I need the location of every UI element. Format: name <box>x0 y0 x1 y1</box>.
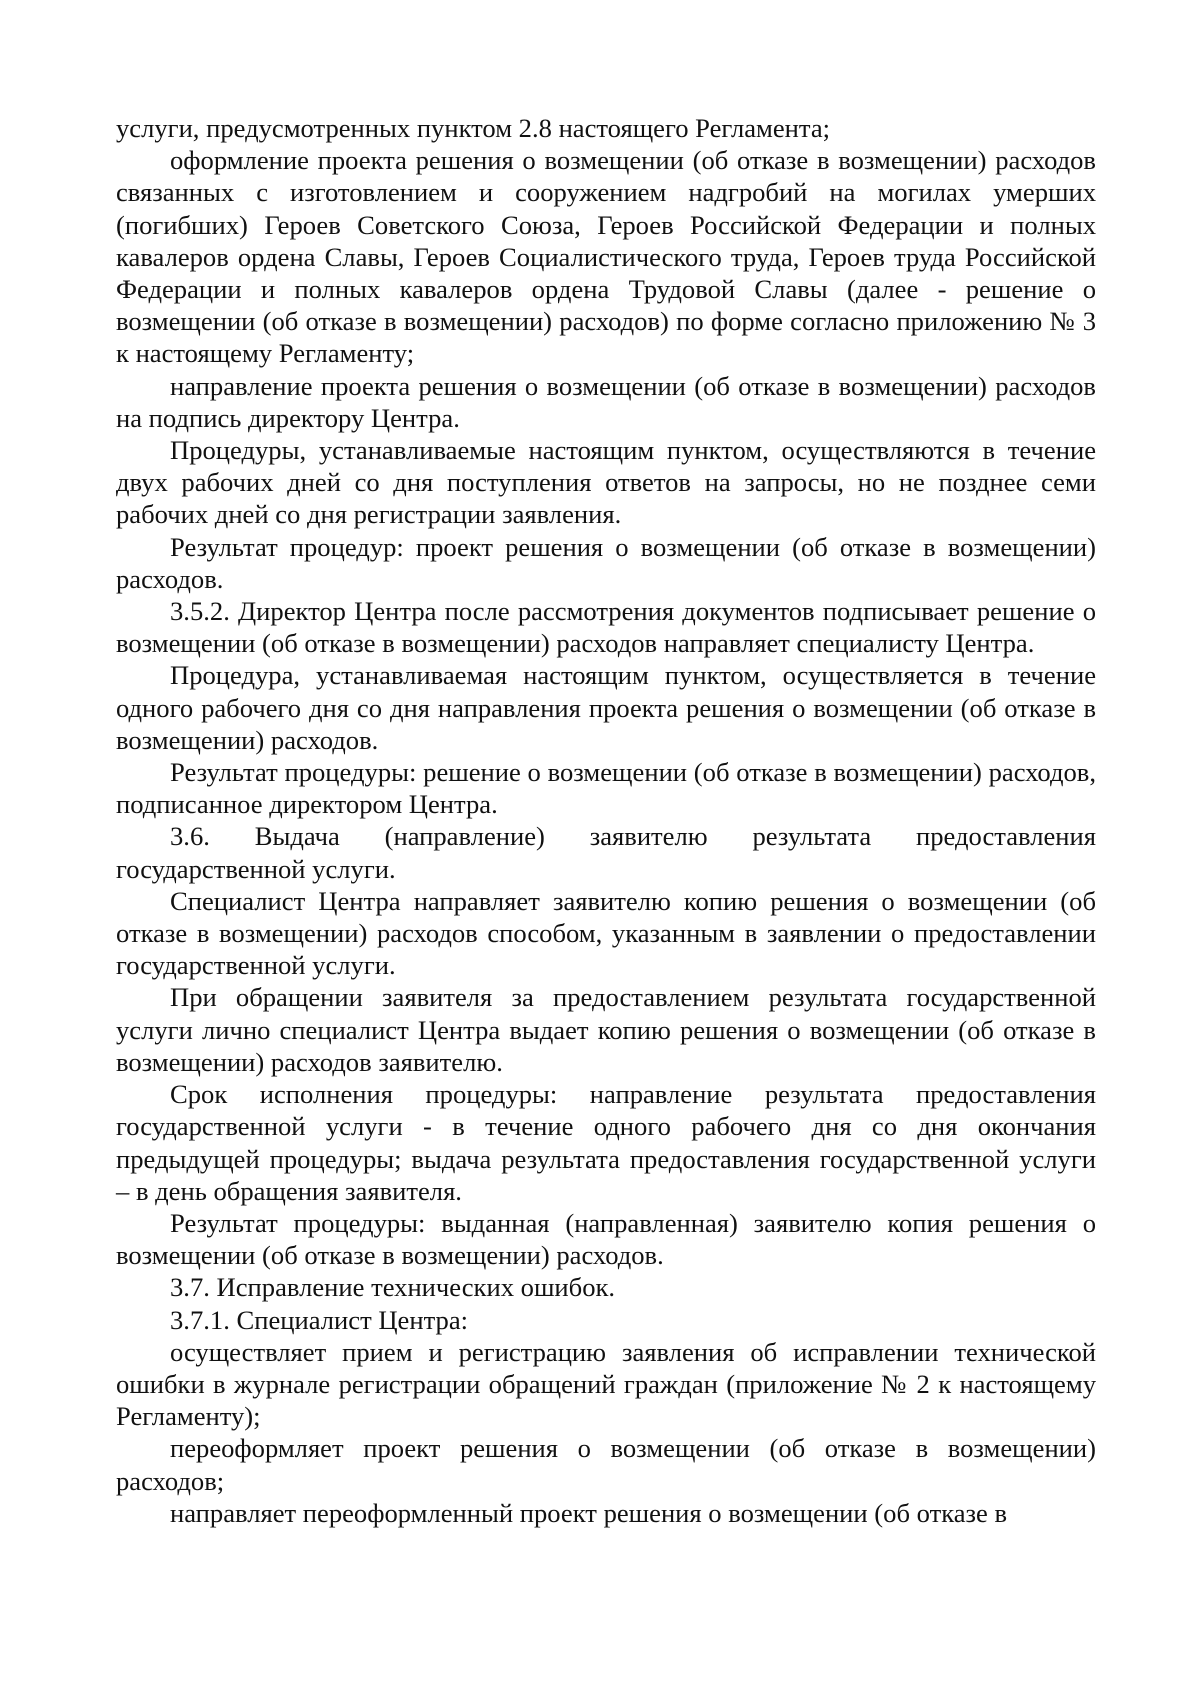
paragraph: направление проекта решения о возмещении (об отказе в возмещении) расходов на подпись директору Центра. <box>116 370 1096 433</box>
paragraph: 3.5.2. Директор Центра после рассмотрения документов подписывает решение о возмещении (об отказе в возмещении) расходов направляет специалисту Центра. <box>116 596 1096 659</box>
subsection-heading: 3.7.1. Специалист Центра: <box>170 1304 469 1335</box>
paragraph: Результат процедуры: выданная (направленная) заявителю копия решения о возмещении (об отказе в возмещении) расходов. <box>116 1207 1096 1271</box>
paragraph: Результат процедур: проект решения о возмещении (об отказе в возмещении) расходов. <box>116 531 1096 594</box>
document-body <box>116 112 1096 1529</box>
paragraph: осуществляет прием и регистрацию заявления об исправлении технической ошибки в журнале регистрации обращений граждан (приложение № 2 к настоящему Регламенту); <box>116 1336 1096 1432</box>
section-heading: 3.7. Исправление технических ошибок. <box>170 1272 616 1303</box>
paragraph-continuation: услуги, предусмотренных пунктом 2.8 настоящего Регламента; <box>116 113 831 143</box>
paragraph: оформление проекта решения о возмещении (об отказе в возмещении) расходов связанных с изготовлением и сооружением надгробий на могилах умерших (погибших) Героев Советского Союза, Героев Российской Федерации и полных кавалеров ордена Славы, Героев Социалистического труда, Героев труда Российской Федерации и полных кавалеров ордена Трудовой Славы (далее - решение о возмещении (об отказе в возмещении) расходов) по форме согласно приложению № 3 к настоящему Регламенту; <box>116 145 1096 369</box>
paragraph: Результат процедуры: решение о возмещении (об отказе в возмещении) расходов, подписанное директором Центра. <box>116 757 1096 820</box>
paragraph: переоформляет проект решения о возмещении (об отказе в возмещении) расходов; <box>116 1433 1096 1496</box>
paragraph: Срок исполнения процедуры: направление результата предоставления государственной услуги - в течение одного рабочего дня со дня окончания предыдущей процедуры; выдача результата предоставления государственной услуги – в день обращения заявителя. <box>116 1079 1096 1206</box>
paragraph: При обращении заявителя за предоставлением результата государственной услуги лично специалист Центра выдает копию решения о возмещении (об отказе в возмещении) расходов заявителю. <box>116 982 1096 1077</box>
paragraph: Процедуры, устанавливаемые настоящим пунктом, осуществляются в течение двух рабочих дней со дня поступления ответов на запросы, но не позднее семи рабочих дней со дня регистрации заявления. <box>116 435 1096 530</box>
paragraph-truncated: направляет переоформленный проект решения о возмещении (об отказе в <box>170 1497 1008 1528</box>
section-heading: 3.6. Выдача (направление) заявителю результата предоставления государственной услуги. <box>116 821 1096 884</box>
paragraph: Процедура, устанавливаемая настоящим пунктом, осуществляется в течение одного рабочего дня со дня направления проекта решения о возмещении (об отказе в возмещении) расходов. <box>116 660 1096 755</box>
paragraph: Специалист Центра направляет заявителю копию решения о возмещении (об отказе в возмещении) расходов способом, указанным в заявлении о предоставлении государственной услуги. <box>116 885 1096 981</box>
